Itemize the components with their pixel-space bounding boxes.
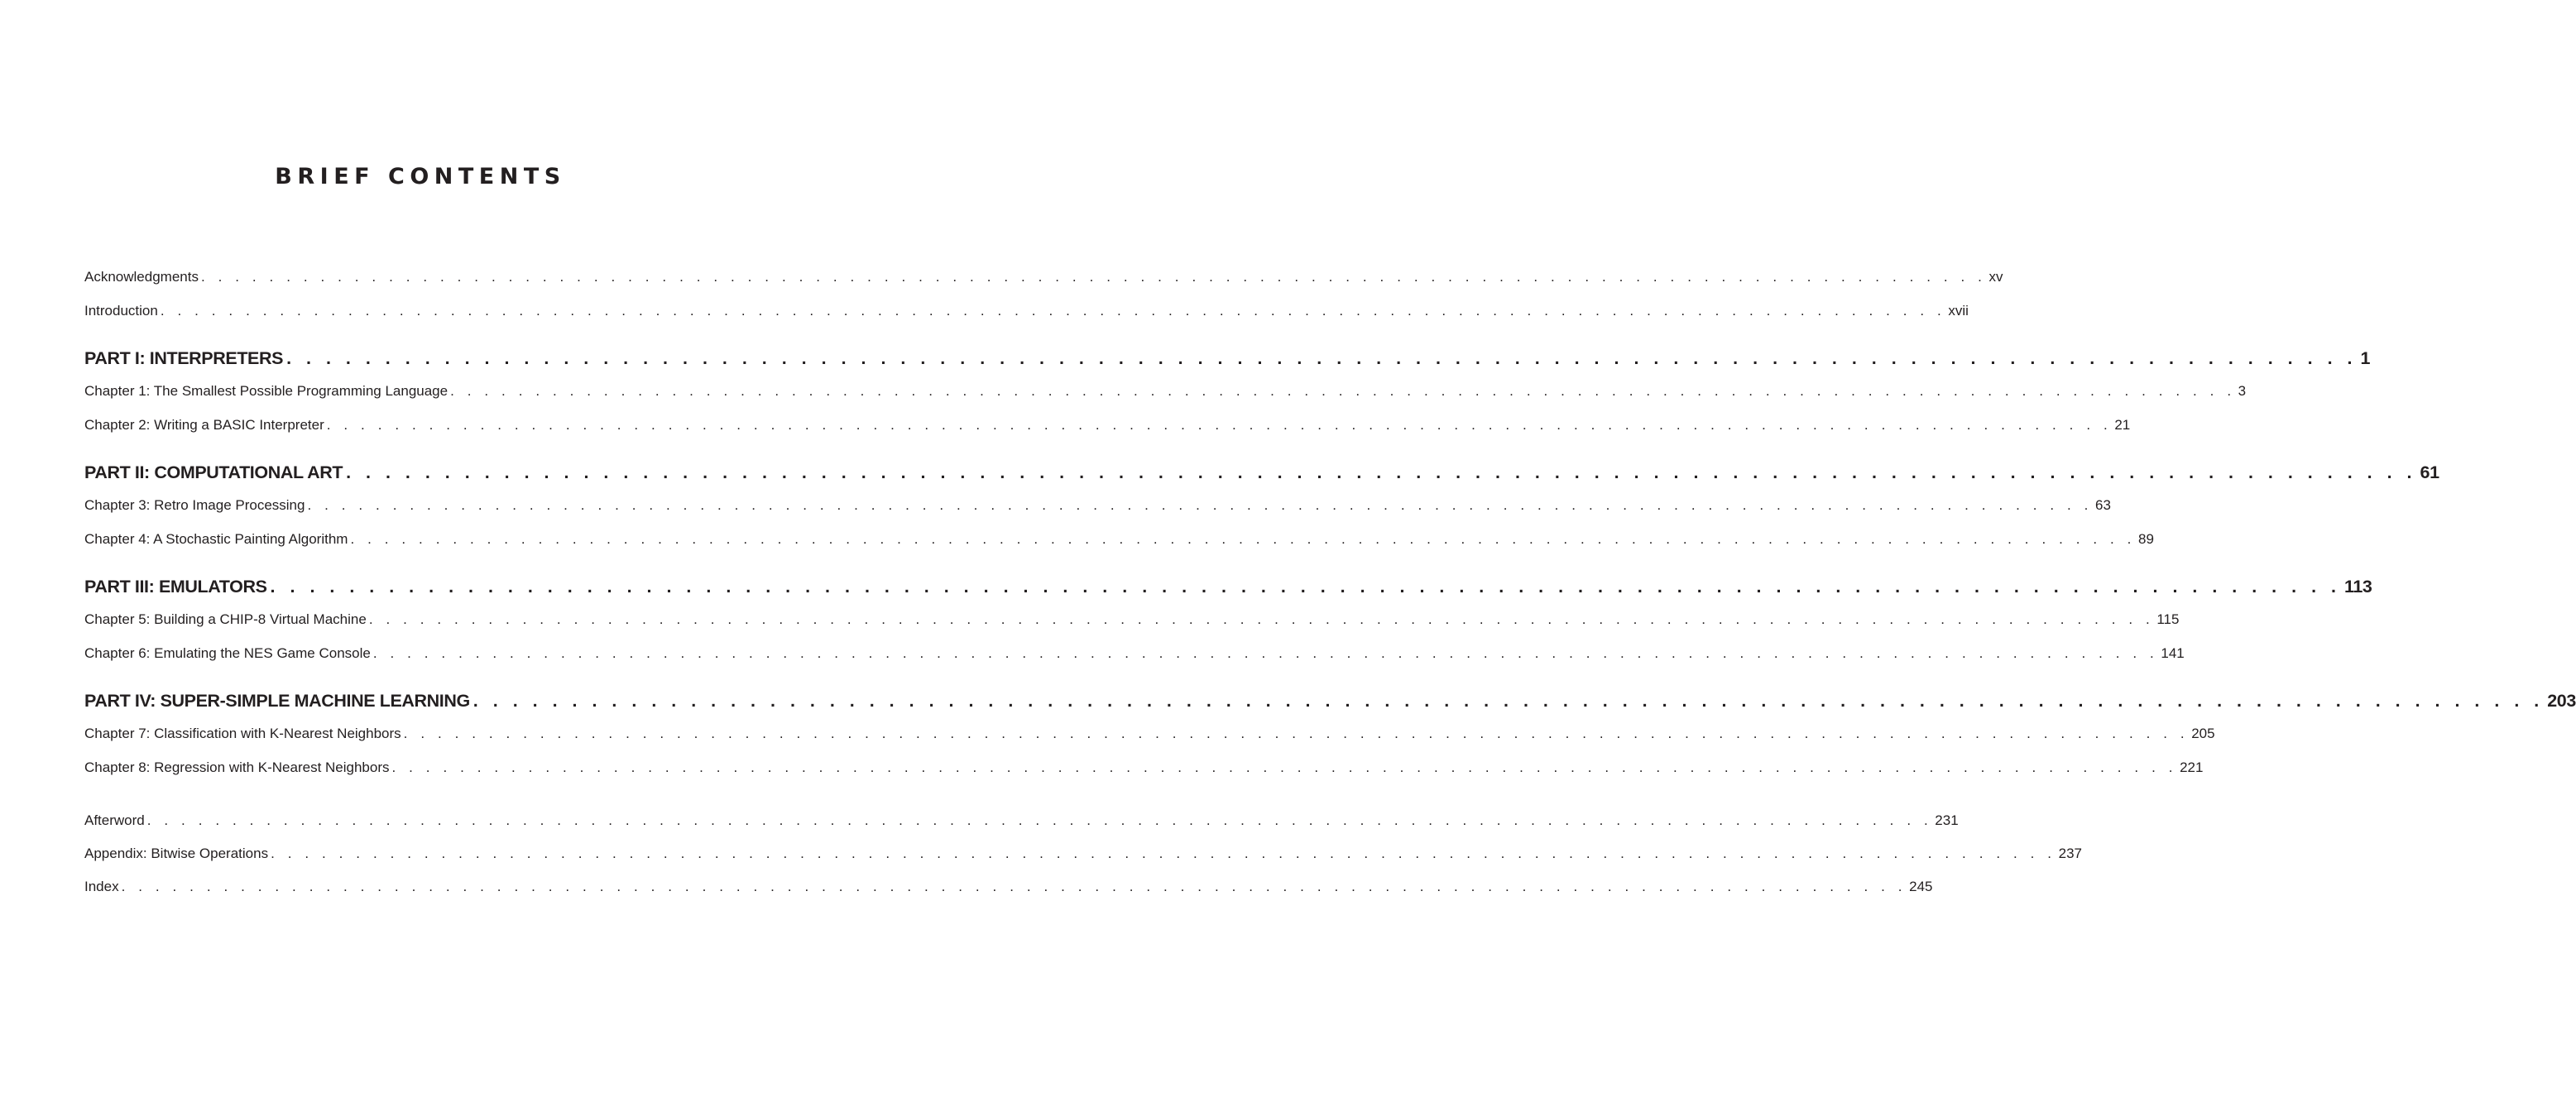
toc-entry-label: Index — [84, 877, 119, 897]
toc-page-number: 89 — [2138, 529, 2154, 549]
dot-leader: . . . . . . . . . . . . . . . . . . . . . . . . . . . . . . . . . . . . . . . . . . . . . . . . . . . . . . . . . . . . . . . . . . . . . . . . . . . . . . . . . . . . . . . . . . . . . . . . . . . . . . . . . — [270, 577, 2341, 597]
dot-leader: . . . . . . . . . . . . . . . . . . . . . . . . . . . . . . . . . . . . . . . . . . . . . . . . . . . . . . . . . . . . . . . . . . . . . . . . . . . . . . . . . . . . . . . . . . . . . . . . . . . . . . . . . — [271, 846, 2056, 861]
dot-leader: . . . . . . . . . . . . . . . . . . . . . . . . . . . . . . . . . . . . . . . . . . . . . . . . . . . . . . . . . . . . . . . . . . . . . . . . . . . . . . . . . . . . . . . . . . . . . . . . . . . . . . . . . — [403, 726, 2190, 741]
toc-page-number: 113 — [2344, 577, 2372, 597]
toc-page-number: 115 — [2156, 610, 2179, 630]
toc-entry-afterword[interactable] — [84, 811, 1959, 831]
toc-entry-label: Chapter 6: Emulating the NES Game Console — [84, 644, 371, 664]
toc-entry-chapter-6[interactable] — [84, 644, 2185, 664]
toc-entry-index[interactable] — [84, 877, 1933, 897]
dot-leader: . . . . . . . . . . . . . . . . . . . . . . . . . . . . . . . . . . . . . . . . . . . . . . . . . . . . . . . . . . . . . . . . . . . . . . . . . . . . . . . . . . . . . . . . . . . . . . . . . . . . . . . . . — [146, 812, 1933, 828]
toc-entry-chapter-8[interactable] — [84, 758, 2204, 778]
toc-entry-label: Afterword — [84, 811, 145, 831]
toc-page-number: 221 — [2180, 758, 2203, 778]
toc-entry-chapter-4[interactable] — [84, 529, 2154, 549]
dot-leader: . . . . . . . . . . . . . . . . . . . . . . . . . . . . . . . . . . . . . . . . . . . . . . . . . . . . . . . . . . . . . . . . . . . . . . . . . . . . . . . . . . . . . . . . . . . . . . . . . . . . . . . . . — [200, 269, 1987, 285]
toc-entry-label: Chapter 1: The Smallest Possible Programming Language — [84, 381, 448, 401]
toc-entry-label: Appendix: Bitwise Operations — [84, 844, 268, 864]
toc-entry-label: Chapter 2: Writing a BASIC Interpreter — [84, 415, 324, 435]
toc-entry-chapter-7[interactable] — [84, 724, 2215, 744]
toc-part-4[interactable] — [84, 689, 2576, 712]
toc-page-number: 203 — [2547, 691, 2576, 711]
toc-page-number: 245 — [1909, 877, 1932, 897]
toc-page-number: 21 — [2114, 415, 2130, 435]
toc-entry-chapter-2[interactable] — [84, 415, 2131, 435]
page-title: BRIEF CONTENTS — [275, 164, 566, 189]
toc-part-2[interactable] — [84, 461, 2439, 484]
dot-leader: . . . . . . . . . . . . . . . . . . . . . . . . . . . . . . . . . . . . . . . . . . . . . . . . . . . . . . . . . . . . . . . . . . . . . . . . . . . . . . . . . . . . . . . . . . . . . . . . . . . . . . . . . — [391, 759, 2178, 775]
toc-part-label: PART II: COMPUTATIONAL ART — [84, 462, 343, 482]
toc-part-3[interactable] — [84, 575, 2372, 598]
toc-entry-label: Chapter 7: Classification with K-Nearest Neighbors — [84, 724, 401, 744]
toc-entry-label: Chapter 8: Regression with K-Nearest Neighbors — [84, 758, 390, 778]
dot-leader: . . . . . . . . . . . . . . . . . . . . . . . . . . . . . . . . . . . . . . . . . . . . . . . . . . . . . . . . . . . . . . . . . . . . . . . . . . . . . . . . . . . . . . . . . . . . . . . . . . . . . . . . . — [160, 303, 1946, 319]
toc-entry-introduction[interactable] — [84, 301, 1969, 321]
dot-leader: . . . . . . . . . . . . . . . . . . . . . . . . . . . . . . . . . . . . . . . . . . . . . . . . . . . . . . . . . . . . . . . . . . . . . . . . . . . . . . . . . . . . . . . . . . . . . . . . . . . . . . . . . — [326, 417, 2113, 433]
dot-leader: . . . . . . . . . . . . . . . . . . . . . . . . . . . . . . . . . . . . . . . . . . . . . . . . . . . . . . . . . . . . . . . . . . . . . . . . . . . . . . . . . . . . . . . . . . . . . . . . . . . . . . . . . — [350, 531, 2137, 547]
toc-entry-chapter-3[interactable] — [84, 496, 2111, 515]
dot-leader: . . . . . . . . . . . . . . . . . . . . . . . . . . . . . . . . . . . . . . . . . . . . . . . . . . . . . . . . . . . . . . . . . . . . . . . . . . . . . . . . . . . . . . . . . . . . . . . . . . . . . . . . . — [368, 611, 2155, 627]
toc-page-number: 141 — [2161, 644, 2184, 664]
toc-page-number: 3 — [2238, 381, 2246, 401]
toc-entry-label: Introduction — [84, 301, 158, 321]
toc-page-number: xvii — [1948, 301, 1969, 321]
toc-part-label: PART III: EMULATORS — [84, 577, 267, 597]
toc-part-label: PART IV: SUPER-SIMPLE MACHINE LEARNING — [84, 691, 470, 711]
dot-leader: . . . . . . . . . . . . . . . . . . . . . . . . . . . . . . . . . . . . . . . . . . . . . . . . . . . . . . . . . . . . . . . . . . . . . . . . . . . . . . . . . . . . . . . . . . . . . . . . . . . . . . . . . — [473, 691, 2545, 711]
dot-leader: . . . . . . . . . . . . . . . . . . . . . . . . . . . . . . . . . . . . . . . . . . . . . . . . . . . . . . . . . . . . . . . . . . . . . . . . . . . . . . . . . . . . . . . . . . . . . . . . . . . . . . . . . — [450, 383, 2236, 399]
toc-page-number: xv — [1989, 267, 2003, 287]
toc-page-number: 63 — [2095, 496, 2111, 515]
toc-page-number: 205 — [2191, 724, 2214, 744]
toc-page-number: 1 — [2360, 348, 2371, 368]
toc-entry-chapter-5[interactable] — [84, 610, 2180, 630]
toc-entry-label: Chapter 4: A Stochastic Painting Algorithm — [84, 529, 348, 549]
dot-leader: . . . . . . . . . . . . . . . . . . . . . . . . . . . . . . . . . . . . . . . . . . . . . . . . . . . . . . . . . . . . . . . . . . . . . . . . . . . . . . . . . . . . . . . . . . . . . . . . . . . . . . . . . — [286, 348, 2358, 368]
dot-leader: . . . . . . . . . . . . . . . . . . . . . . . . . . . . . . . . . . . . . . . . . . . . . . . . . . . . . . . . . . . . . . . . . . . . . . . . . . . . . . . . . . . . . . . . . . . . . . . . . . . . . . . . . — [121, 879, 1907, 894]
toc-entry-acknowledgments[interactable] — [84, 267, 2003, 287]
dot-leader: . . . . . . . . . . . . . . . . . . . . . . . . . . . . . . . . . . . . . . . . . . . . . . . . . . . . . . . . . . . . . . . . . . . . . . . . . . . . . . . . . . . . . . . . . . . . . . . . . . . . . . . . . — [372, 645, 2159, 661]
toc-page-number: 231 — [1935, 811, 1958, 831]
toc-page-number: 61 — [2420, 462, 2439, 482]
toc-entry-label: Acknowledgments — [84, 267, 199, 287]
toc-page-number: 237 — [2059, 844, 2082, 864]
dot-leader: . . . . . . . . . . . . . . . . . . . . . . . . . . . . . . . . . . . . . . . . . . . . . . . . . . . . . . . . . . . . . . . . . . . . . . . . . . . . . . . . . . . . . . . . . . . . . . . . . . . . . . . . . — [307, 497, 2094, 513]
toc-entry-chapter-1[interactable] — [84, 381, 2247, 401]
toc-entry-appendix[interactable] — [84, 844, 2082, 864]
toc-entry-label: Chapter 5: Building a CHIP-8 Virtual Machine — [84, 610, 367, 630]
toc-part-label: PART I: INTERPRETERS — [84, 348, 284, 368]
toc-part-1[interactable] — [84, 347, 2371, 370]
toc-entry-label: Chapter 3: Retro Image Processing — [84, 496, 305, 515]
dot-leader: . . . . . . . . . . . . . . . . . . . . . . . . . . . . . . . . . . . . . . . . . . . . . . . . . . . . . . . . . . . . . . . . . . . . . . . . . . . . . . . . . . . . . . . . . . . . . . . . . . . . . . . . . — [346, 462, 2417, 482]
